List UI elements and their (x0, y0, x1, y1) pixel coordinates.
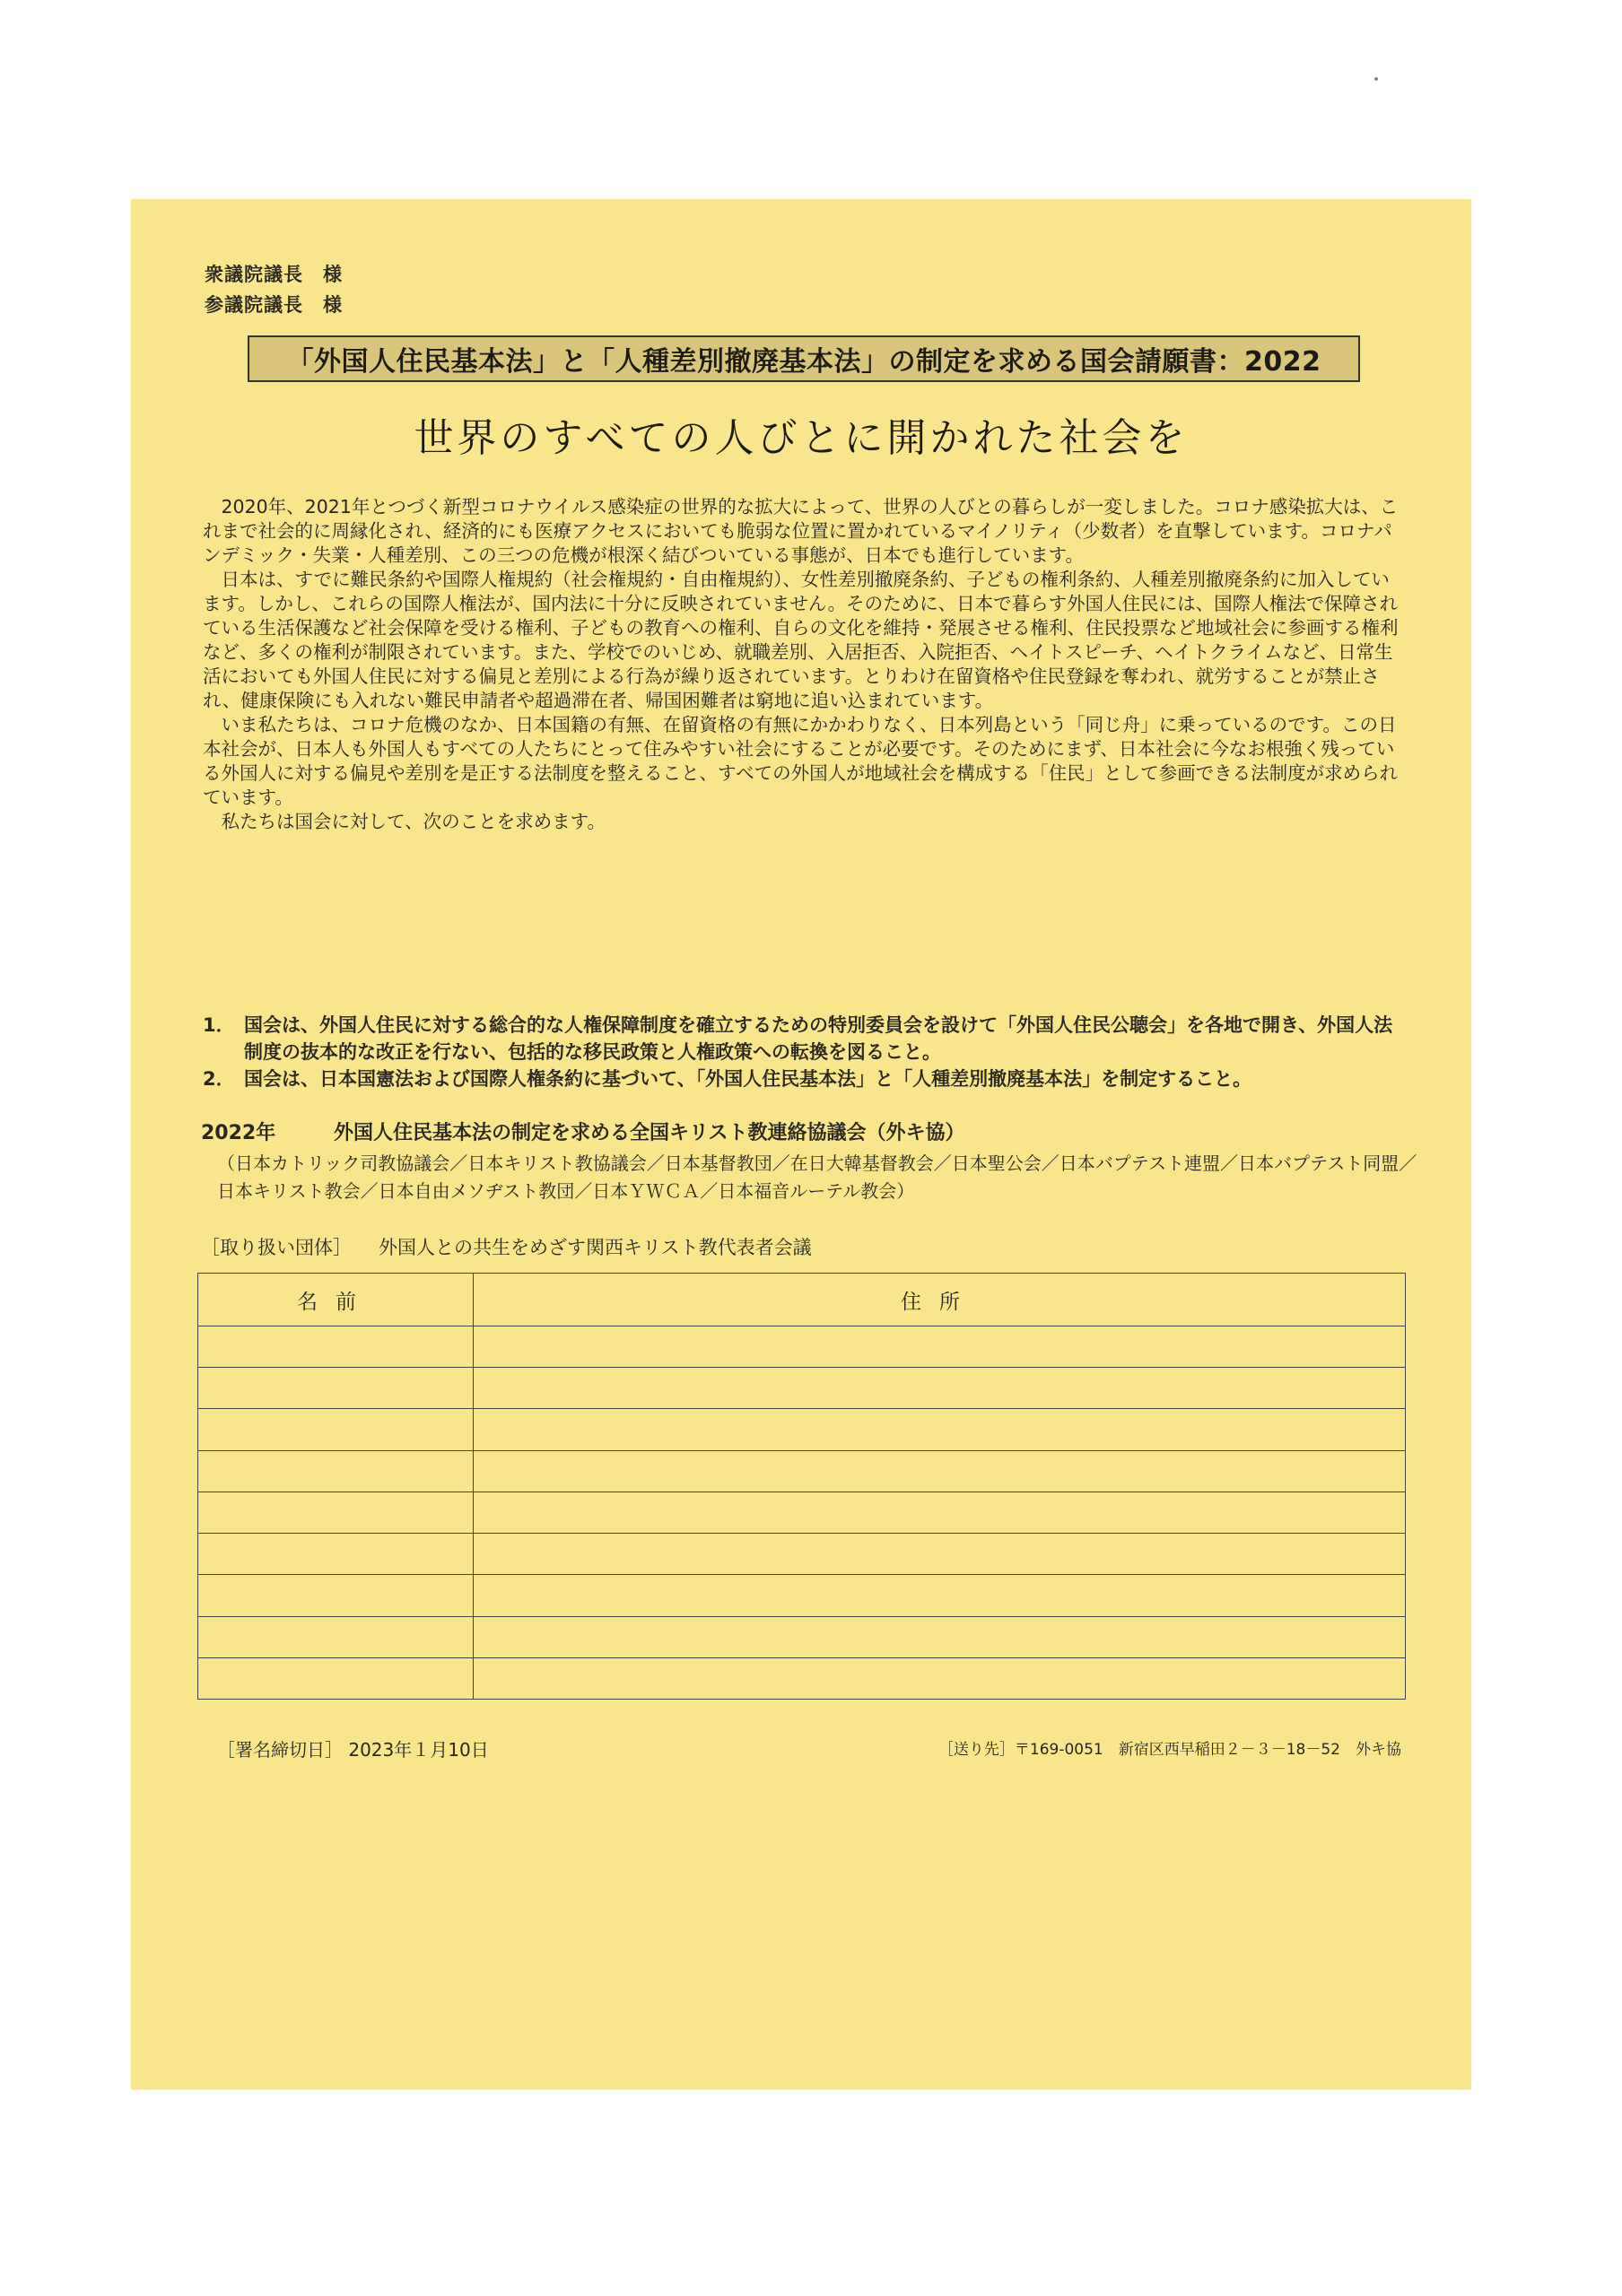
signature-address-cell[interactable] (474, 1534, 1406, 1575)
signature-row (198, 1326, 1406, 1368)
organization-name: 外国人住民基本法の制定を求める全国キリスト教連絡協議会（外キ協） (334, 1122, 965, 1144)
demand-item (203, 1012, 1405, 1065)
address-column-header: 住所 (474, 1274, 1406, 1326)
signature-row (198, 1534, 1406, 1575)
signature-row (198, 1368, 1406, 1409)
signature-row (198, 1409, 1406, 1450)
petition-title: 「外国人住民基本法」と「人種差別撤廃基本法」の制定を求める国会請願書：2022 (248, 335, 1360, 382)
signature-table (197, 1273, 1406, 1700)
demand-text: 国会は、日本国憲法および国際人権条約に基づいて、「外国人住民基本法」と「人種差別撤廃基本法」を制定すること。 (244, 1068, 1252, 1090)
signature-address-cell[interactable] (474, 1409, 1406, 1450)
handler-value: 外国人との共生をめざす関西キリスト教代表者会議 (379, 1237, 812, 1258)
signature-address-cell[interactable] (474, 1368, 1406, 1409)
signature-name-cell[interactable] (198, 1575, 474, 1616)
handler-label: ［取り扱い団体］ (201, 1237, 352, 1258)
demand-number: 2． (203, 1068, 235, 1090)
signature-deadline: ［署名締切日］ 2023年１月10日 (217, 1739, 489, 1761)
demand-text: 国会は、外国人住民に対する総合的な人権保障制度を確立するための特別委員会を設けて「外国人住民公聴会」を各地で開き、外国人法制度の抜本的な改正を行ない、包括的な移民政策と人権政策への転換を図ること。 (244, 1014, 1393, 1063)
demand-number: 1． (203, 1014, 235, 1036)
member-organizations: （日本カトリック司教協議会／日本キリスト教協議会／日本基督教団／在日大韓基督教会／日本聖公会／日本バプテスト連盟／日本バプテスト同盟／日本キリスト教会／日本自由メソヂスト教団／日本ＹＷＣＡ／日本福音ルーテル教会） (217, 1152, 1417, 1202)
signature-address-cell[interactable] (474, 1616, 1406, 1657)
recipient-house-of-representatives: 衆議院議長 様 (205, 264, 343, 285)
signature-name-cell[interactable] (198, 1450, 474, 1492)
organization-line (201, 1118, 965, 1145)
send-to-address: ［送り先］〒169-0051 新宿区西早稲田２－３－18－52 外キ協 (937, 1741, 1401, 1759)
signature-row (198, 1616, 1406, 1657)
signature-address-cell[interactable] (474, 1326, 1406, 1368)
paragraph: 2020年、2021年とつづく新型コロナウイルス感染症の世界的な拡大によって、世界の人びとの暮らしが一変しました。コロナ感染拡大は、これまで社会的に周縁化され、経済的にも医療アクセスにおいても脆弱な位置に置かれているマイノリティ（少数者）を直撃しています。コロナパンデミック・失業・人種差別、この三つの危機が根深く結びついている事態が、日本でも進行しています。 (203, 496, 1399, 566)
signature-name-cell[interactable] (198, 1326, 474, 1368)
petition-sheet (131, 199, 1471, 2090)
headline: 世界のすべての人びとに開かれた社会を (414, 415, 1189, 461)
signature-name-cell[interactable] (198, 1409, 474, 1450)
demand-item (203, 1065, 1405, 1092)
signature-name-cell[interactable] (198, 1657, 474, 1699)
scan-speck (1374, 77, 1378, 81)
signature-row (198, 1575, 1406, 1616)
signature-address-cell[interactable] (474, 1450, 1406, 1492)
name-column-header: 名前 (198, 1274, 474, 1326)
signature-row (198, 1492, 1406, 1533)
signature-address-cell[interactable] (474, 1492, 1406, 1533)
petition-body (203, 495, 1405, 834)
signature-name-cell[interactable] (198, 1616, 474, 1657)
signature-address-cell[interactable] (474, 1575, 1406, 1616)
paragraph: いま私たちは、コロナ危機のなか、日本国籍の有無、在留資格の有無にかかわりなく、日本列島という「同じ舟」に乗っているのです。この日本社会が、日本人も外国人もすべての人たちにとって住みやすい社会にすることが必要です。そのためにまず、日本社会に今なお根強く残っている外国人に対する偏見や差別を是正する法制度を整えること、すべての外国人が地域社会を構成する「住民」として参画できる法制度が求められています。 (203, 714, 1399, 808)
signature-address-cell[interactable] (474, 1657, 1406, 1699)
signature-header-row (198, 1274, 1406, 1326)
signature-name-cell[interactable] (198, 1492, 474, 1533)
signature-name-cell[interactable] (198, 1368, 474, 1409)
handling-organization (201, 1233, 812, 1260)
paragraph: 日本は、すでに難民条約や国際人権規約（社会権規約・自由権規約）、女性差別撤廃条約、子どもの権利条約、人種差別撤廃条約に加入しています。しかし、これらの国際人権法が、国内法に十分に反映されていません。そのために、日本で暮らす外国人住民には、国際人権法で保障されている生活保護など社会保障を受ける権利、子どもの教育への権利、自らの文化を維持・発展させる権利、住民投票など地域社会に参画する権利など、多くの権利が制限されています。また、学校でのいじめ、就職差別、入居拒否、入院拒否、ヘイトスピーチ、ヘイトクライムなど、日常生活においても外国人住民に対する偏見と差別による行為が繰り返されています。とりわけ在留資格や住民登録を奪われ、就労することが禁止され、健康保険にも入れない難民申請者や超過滞在者、帰国困難者は窮地に追い込まれています。 (203, 569, 1399, 711)
signature-row (198, 1657, 1406, 1699)
signature-row (198, 1450, 1406, 1492)
demands-list (203, 1012, 1405, 1092)
signature-name-cell[interactable] (198, 1534, 474, 1575)
recipient-house-of-councillors: 参議院議長 様 (205, 294, 343, 316)
paragraph: 私たちは国会に対して、次のことを求めます。 (221, 811, 606, 832)
organization-year: 2022年 (201, 1122, 276, 1144)
